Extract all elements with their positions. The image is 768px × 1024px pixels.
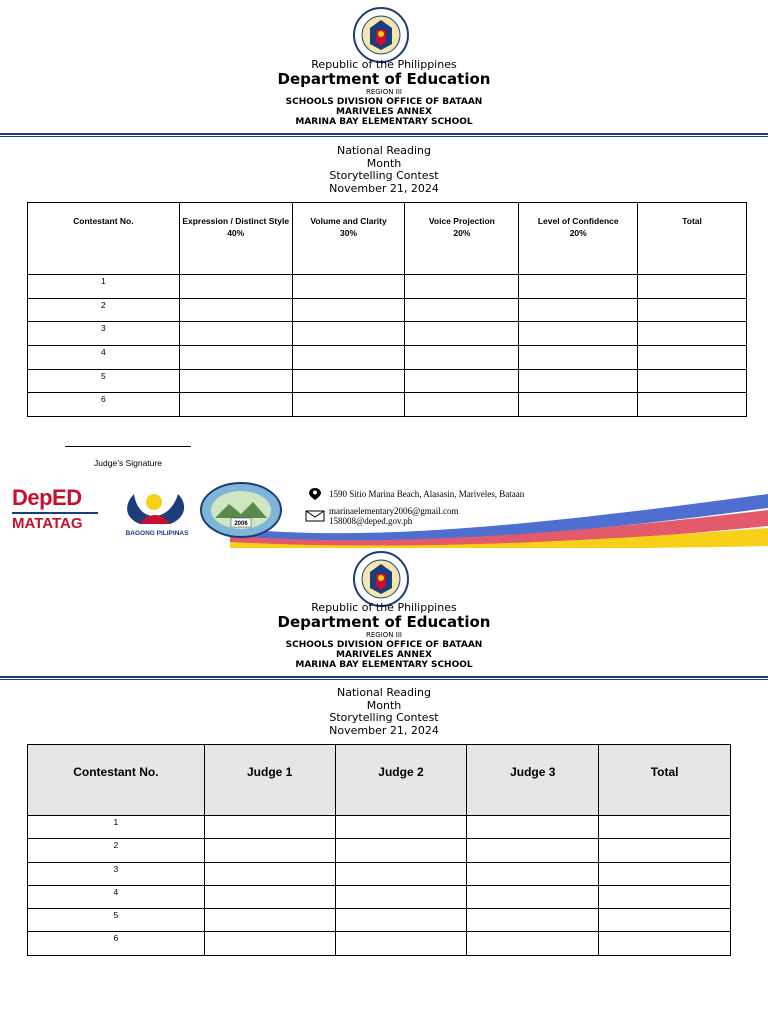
score-cell[interactable]: [292, 275, 405, 299]
header-divider: [0, 676, 768, 680]
score-cell[interactable]: [519, 298, 638, 322]
score-cell[interactable]: [204, 909, 335, 932]
score-cell[interactable]: [335, 909, 467, 932]
score-cell[interactable]: [405, 369, 519, 393]
total-cell[interactable]: [599, 839, 731, 862]
contact-info: [305, 488, 524, 526]
score-cell[interactable]: [179, 275, 292, 299]
total-cell[interactable]: [599, 909, 731, 932]
school-text: MARINA BAY ELEMENTARY SCHOOL: [295, 117, 473, 127]
school-logo-icon: [199, 482, 283, 538]
table-row: [28, 275, 747, 299]
address-text: 1590 Sitio Marina Beach, Alasasin, Mariveles, Bataan: [329, 489, 525, 499]
score-cell[interactable]: [292, 298, 405, 322]
contestant-number: 4: [28, 346, 180, 370]
department-title: Department of Education: [277, 613, 491, 631]
bagong-pilipinas-logo-icon: [114, 482, 200, 538]
score-cell[interactable]: [335, 885, 467, 908]
total-cell[interactable]: [599, 932, 731, 955]
score-cell[interactable]: [467, 839, 599, 862]
score-cell[interactable]: [204, 816, 335, 839]
deped-seal-icon: [352, 6, 410, 64]
header-contestant-no: Contestant No.: [28, 745, 205, 816]
email-gmail[interactable]: marinaelementary2006@gmail.com: [329, 506, 459, 516]
table-row: [28, 393, 747, 417]
criteria-score-table: [27, 202, 747, 417]
contestant-number: 3: [28, 862, 205, 885]
table-row: [28, 885, 731, 908]
score-cell[interactable]: [292, 322, 405, 346]
event-date: November 21, 2024: [329, 181, 439, 195]
score-cell[interactable]: [405, 298, 519, 322]
event-block: [0, 687, 768, 737]
total-cell[interactable]: [638, 346, 747, 370]
division-text: SCHOOLS DIVISION OFFICE OF BATAAN: [285, 97, 483, 107]
division-text: SCHOOLS DIVISION OFFICE OF BATAAN: [285, 640, 483, 650]
logo-divider: [12, 512, 98, 514]
header-judge-2: Judge 2: [335, 745, 467, 816]
total-cell[interactable]: [599, 885, 731, 908]
score-cell[interactable]: [405, 393, 519, 417]
event-line-1: National Reading: [337, 686, 431, 699]
signature-label: Judge’s Signature: [94, 458, 162, 468]
republic-text: Republic of the Philippines: [311, 58, 457, 71]
letterhead: [0, 58, 768, 127]
footer-banner: [0, 478, 768, 548]
contestant-number: 5: [28, 369, 180, 393]
table-header-row: [28, 745, 731, 816]
contestant-number: 5: [28, 909, 205, 932]
score-cell[interactable]: [335, 862, 467, 885]
score-cell[interactable]: [405, 322, 519, 346]
total-cell[interactable]: [638, 275, 747, 299]
event-line-1: National Reading: [337, 144, 431, 157]
table-row: [28, 816, 731, 839]
header-divider: [0, 133, 768, 137]
score-cell[interactable]: [335, 816, 467, 839]
score-cell[interactable]: [204, 932, 335, 955]
score-cell[interactable]: [467, 909, 599, 932]
score-cell[interactable]: [179, 346, 292, 370]
score-cell[interactable]: [179, 298, 292, 322]
bagong-pilipinas-text: BAGONG PILIPINAS: [125, 530, 189, 537]
contestant-number: 1: [28, 816, 205, 839]
score-cell[interactable]: [335, 839, 467, 862]
location-pin-icon: [305, 488, 325, 500]
header-total: Total: [599, 745, 731, 816]
score-cell[interactable]: [179, 322, 292, 346]
header-voice-projection: Voice Projection 20%: [405, 203, 519, 275]
school-text: MARINA BAY ELEMENTARY SCHOOL: [295, 660, 473, 670]
header-volume-clarity: Volume and Clarity 30%: [292, 203, 405, 275]
envelope-icon: [305, 510, 325, 522]
address-row: [305, 488, 524, 500]
score-cell[interactable]: [519, 275, 638, 299]
contestant-number: 3: [28, 322, 180, 346]
total-cell[interactable]: [638, 298, 747, 322]
score-cell[interactable]: [204, 862, 335, 885]
table-row: [28, 322, 747, 346]
score-cell[interactable]: [179, 393, 292, 417]
score-cell[interactable]: [519, 346, 638, 370]
table-row: [28, 839, 731, 862]
table-row: [28, 932, 731, 955]
signature-line[interactable]: [65, 446, 191, 447]
score-cell[interactable]: [179, 369, 292, 393]
annex-text: MARIVELES ANNEX: [336, 107, 432, 117]
republic-text: Republic of the Philippines: [311, 601, 457, 614]
event-line-2: Month: [366, 156, 402, 170]
score-cell[interactable]: [204, 839, 335, 862]
contestant-number: 2: [28, 839, 205, 862]
score-cell[interactable]: [467, 862, 599, 885]
deped-matatag-logo: [12, 486, 102, 532]
total-cell[interactable]: [599, 816, 731, 839]
table-row: [28, 369, 747, 393]
header-contestant-no: Contestant No.: [28, 203, 180, 275]
deped-seal-icon: [352, 550, 410, 608]
event-line-2: Month: [366, 698, 402, 712]
letterhead: [0, 601, 768, 670]
score-cell[interactable]: [405, 275, 519, 299]
logo-year: 2006: [234, 521, 248, 527]
event-line-3: Storytelling Contest: [329, 169, 439, 182]
score-cell[interactable]: [519, 322, 638, 346]
score-cell[interactable]: [467, 885, 599, 908]
score-cell[interactable]: [467, 932, 599, 955]
judges-score-table: [27, 744, 731, 956]
score-cell[interactable]: [204, 885, 335, 908]
event-line-3: Storytelling Contest: [329, 711, 439, 724]
score-cell[interactable]: [292, 346, 405, 370]
contestant-number: 2: [28, 298, 180, 322]
header-expression: Expression / Distinct Style 40%: [179, 203, 292, 275]
total-cell[interactable]: [638, 369, 747, 393]
score-cell[interactable]: [519, 369, 638, 393]
email-block: [329, 506, 459, 526]
email-deped[interactable]: 158008@deped.gov.ph: [329, 516, 413, 526]
total-cell[interactable]: [638, 393, 747, 417]
score-cell[interactable]: [335, 932, 467, 955]
score-cell[interactable]: [519, 393, 638, 417]
department-title: Department of Education: [277, 70, 491, 88]
total-cell[interactable]: [599, 862, 731, 885]
score-cell[interactable]: [292, 369, 405, 393]
contestant-number: 6: [28, 932, 205, 955]
table-header-row: [28, 203, 747, 275]
contestant-number: 4: [28, 885, 205, 908]
table-row: [28, 862, 731, 885]
score-cell[interactable]: [467, 816, 599, 839]
header-total: Total: [638, 203, 747, 275]
contestant-number: 6: [28, 393, 180, 417]
contestant-number: 1: [28, 275, 180, 299]
event-block: [0, 145, 768, 195]
matatag-wordmark: MATATAG: [12, 515, 83, 532]
deped-wordmark: DepED: [12, 485, 82, 510]
region-text: REGION III: [366, 631, 402, 639]
table-row: [28, 909, 731, 932]
region-text: REGION III: [366, 88, 402, 96]
annex-text: MARIVELES ANNEX: [336, 650, 432, 660]
table-row: [28, 346, 747, 370]
score-cell[interactable]: [292, 393, 405, 417]
header-confidence: Level of Confidence 20%: [519, 203, 638, 275]
total-cell[interactable]: [638, 322, 747, 346]
score-cell[interactable]: [405, 346, 519, 370]
event-date: November 21, 2024: [329, 723, 439, 737]
header-judge-1: Judge 1: [204, 745, 335, 816]
email-row: [305, 506, 524, 526]
table-row: [28, 298, 747, 322]
header-judge-3: Judge 3: [467, 745, 599, 816]
